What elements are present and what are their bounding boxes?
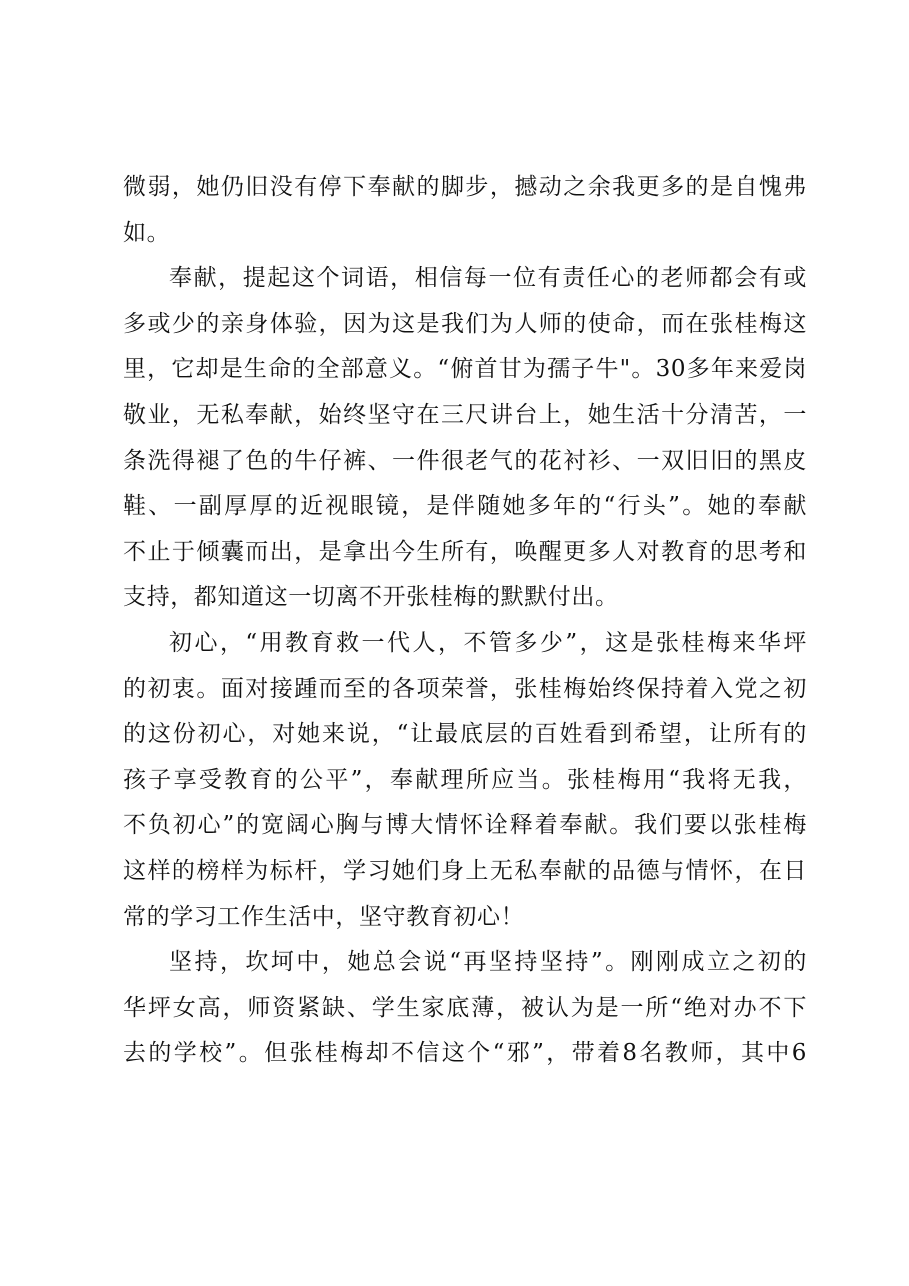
text-line: 不止于倾囊而出，是拿出今生所有，唤醒更多人对教育的思考和 — [123, 538, 807, 565]
text-line: 坚持，坎坷中，她总会说“再坚持坚持”。刚刚成立之初的 — [169, 949, 807, 976]
text-line: 常的学习工作生活中，坚守教育初心！ — [123, 903, 525, 930]
text-line: 不负初心”的宽阔心胸与博大情怀诠释着奉献。我们要以张桂梅 — [123, 812, 807, 839]
text-line: 多或少的亲身体验，因为这是我们为人师的使命，而在张桂梅这 — [123, 310, 807, 337]
text-line: 支持，都知道这一切离不开张桂梅的默默付出。 — [123, 584, 619, 611]
text-line: 的这份初心，对她来说，“让最底层的百姓看到希望，让所有的 — [123, 721, 807, 748]
text-line: 初心，“用教育救一代人，不管多少”，这是张桂梅来华坪 — [169, 629, 807, 656]
text-line: 孩子享受教育的公平”，奉献理所应当。张桂梅用“我将无我， — [123, 766, 807, 793]
text-line: 的初衷。面对接踵而至的各项荣誉，张桂梅始终保持着入党之初 — [123, 675, 807, 702]
text-line: 敬业，无私奉献，始终坚守在三尺讲台上，她生活十分清苦，一 — [123, 401, 807, 428]
text-line: 微弱，她仍旧没有停下奉献的脚步，撼动之余我更多的是自愧弗 — [123, 174, 807, 200]
paragraph-p3 — [123, 621, 807, 940]
text-line: 华坪女高，师资紧缺、学生家底薄，被认为是一所“绝对办不下 — [123, 994, 807, 1021]
text-line: 鞋、一副厚厚的近视眼镜，是伴随她多年的“行头”。她的奉献 — [123, 493, 807, 520]
text-line: 条洗得褪了色的牛仔裤、一件很老气的花衬衫、一双旧旧的黑皮 — [123, 447, 807, 474]
text-line: 这样的榜样为标杆，学习她们身上无私奉献的品德与情怀，在日 — [123, 857, 807, 884]
paragraph-p2 — [123, 256, 807, 621]
text-line: 奉献，提起这个词语，相信每一位有责任心的老师都会有或 — [169, 265, 807, 292]
text-line: 去的学校”。但张桂梅却不信这个“邪”，带着8名教师，其中6 — [123, 1040, 807, 1067]
document-body — [123, 165, 807, 1077]
text-line: 如。 — [123, 219, 171, 246]
text-line: 里，它却是生命的全部意义。“俯首甘为孺子牛"。30多年来爱岗 — [123, 356, 807, 383]
paragraph-p1 — [123, 165, 807, 256]
paragraph-p4 — [123, 940, 807, 1077]
